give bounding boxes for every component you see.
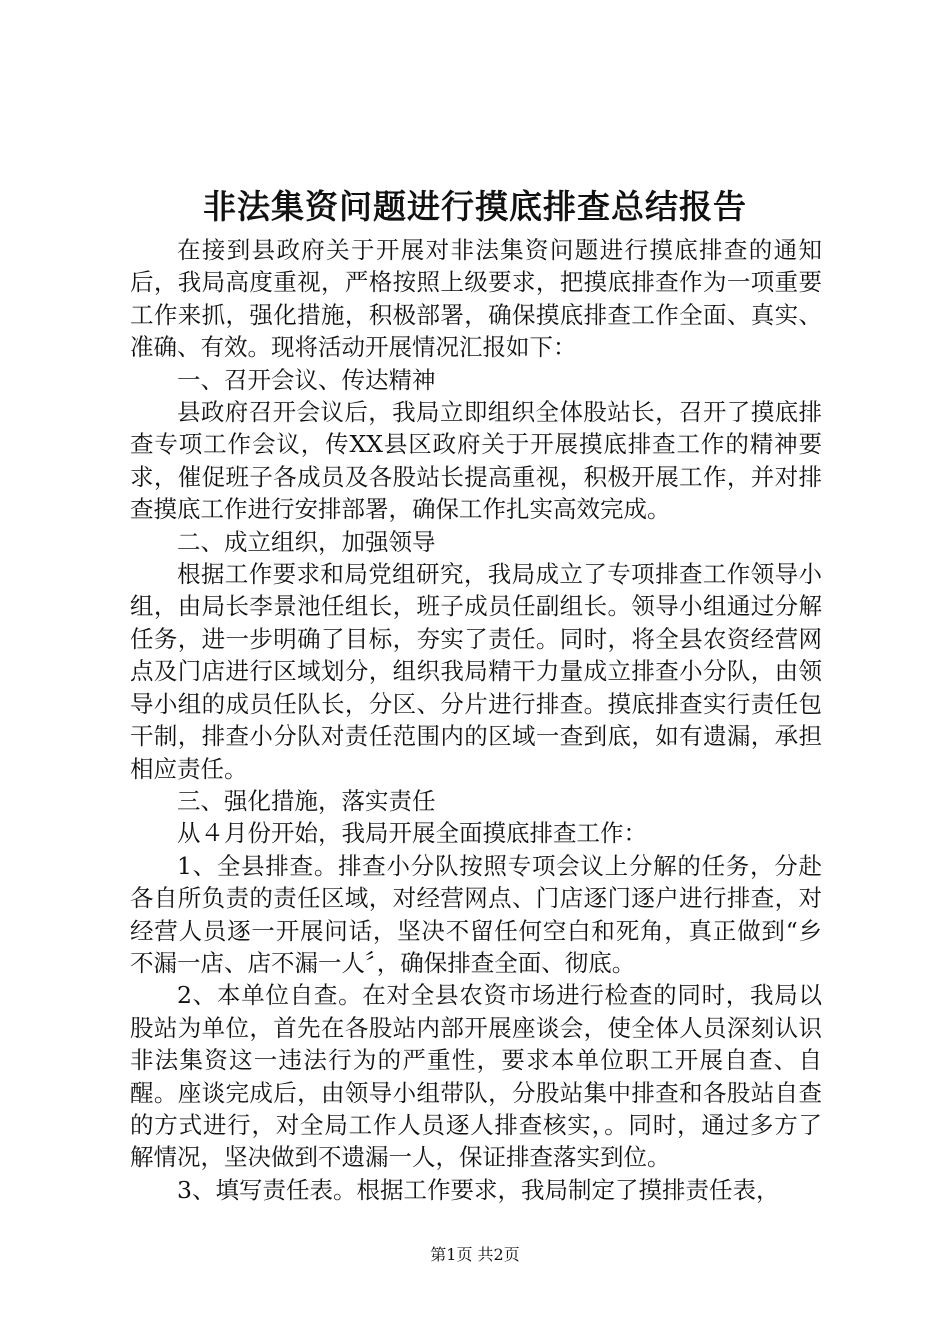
section-heading-2: 二、成立组织，加强领导 [177,527,436,556]
item-2-paragraph: 2、本单位自查。在对全县农资市场进行检查的同时，我局以股站为单位，首先在各股站内部开展座谈会，使全体人员深刻认识非法集资这一违法行为的严重性，要求本单位职工开展自查、自醒。座谈完成后，由领导小组带队，分股站集中排查和各股站自查的方式进行，对全局工作人员逐人排查核实，。同时，通过多方了解情况，坚决做到不遗漏一人，保证排查落实到位。 [130,981,822,1172]
item-3-paragraph: 3、填写责任表。根据工作要求，我局制定了摸排责任表， [177,1175,780,1204]
section-3-intro: 从４月份开始，我局开展全面摸底排查工作： [177,819,647,848]
document-body [130,234,822,1206]
section-2-paragraph: 根据工作要求和局党组研究，我局成立了专项排查工作领导小组，由局长李景池任组长，班子成员任副组长。领导小组通过分解任务，进一步明确了目标，夯实了责任。同时，将全县农资经营网点及门店进行区域划分，组织我局精干力量成立排查小分队，由领导小组的成员任队长，分区、分片进行排查。摸底排查实行责任包干制，排查小分队对责任范围内的区域一查到底，如有遗漏，承担相应责任。 [130,560,822,783]
page-footer: 第1页 共2页 [430,1245,520,1264]
section-1-paragraph: 县政府召开会议后，我局立即组织全体股站长，召开了摸底排查专项工作会议，传XX县区政府关于开展摸底排查工作的精神要求，催促班子各成员及各股站长提高重视，积极开展工作，并对排查摸底工作进行安排部署，确保工作扎实高效完成。 [130,398,822,524]
document-title: 非法集资问题进行摸底排查总结报告 [203,187,747,226]
section-heading-1: 一、召开会议、传达精神 [177,365,436,394]
item-1-paragraph: 1、全县排查。排查小分队按照专项会议上分解的任务，分赴各自所负责的责任区域，对经营网点、门店逐门逐户进行排查，对经营人员逐一开展问话，坚决不留任何空白和死角，真正做到“乡不漏一店、店不漏一人〞，确保排查全面、彻底。 [130,851,822,977]
intro-paragraph: 在接到县政府关于开展对非法集资问题进行摸底排查的通知后，我局高度重视，严格按照上级要求，把摸底排查作为一项重要工作来抓，强化措施，积极部署，确保摸底排查工作全面、真实、准确、有效。现将活动开展情况汇报如下： [130,236,822,362]
section-heading-3: 三、强化措施，落实责任 [177,786,436,815]
